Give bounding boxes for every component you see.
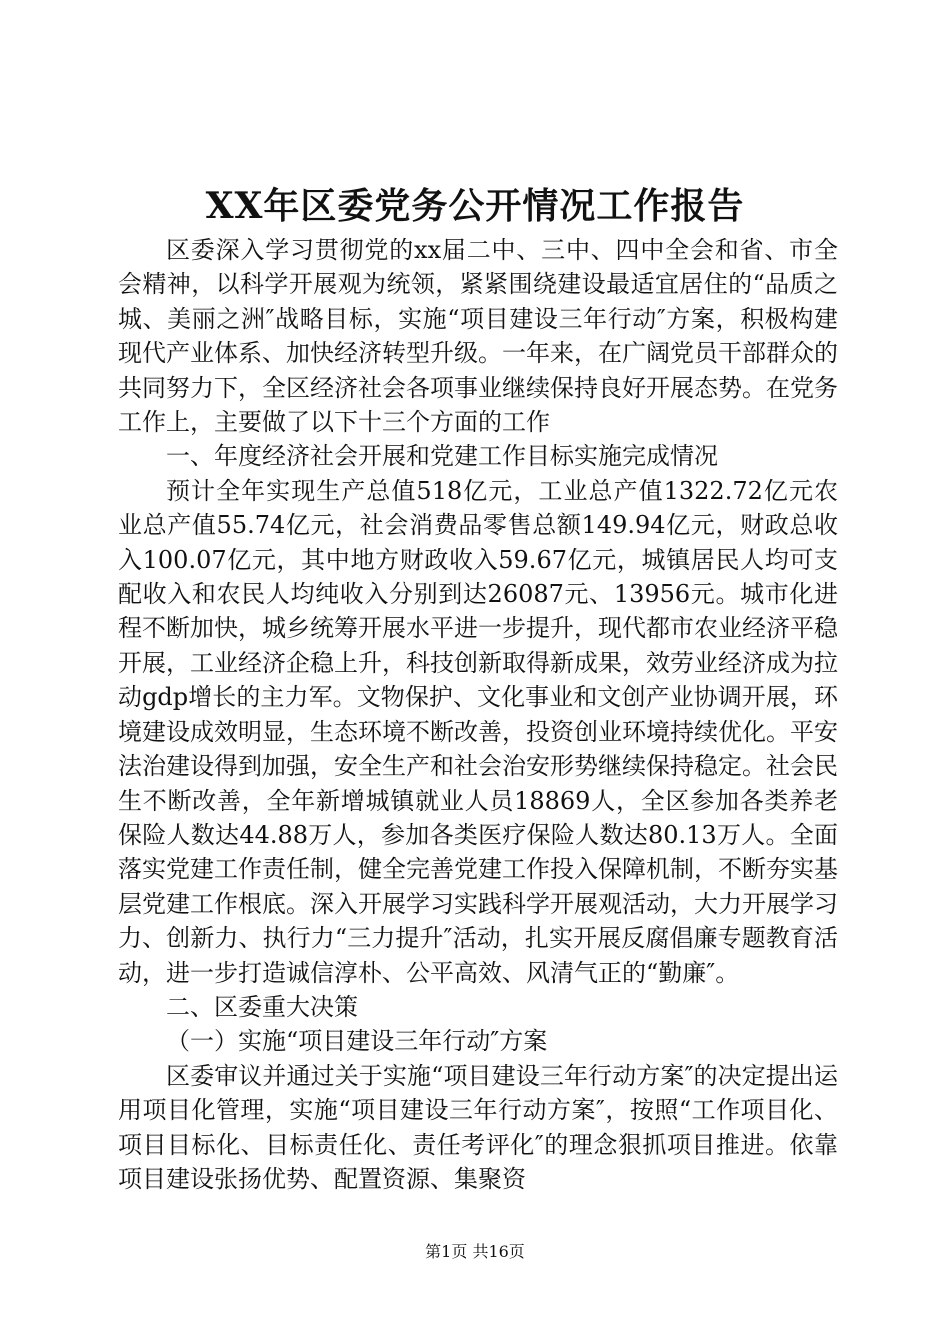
paragraph-economic-results: 预计全年实现生产总值518亿元，工业总产值1322.72亿元农业总产值55.74亿元，社会消费品零售总额149.94亿元，财政总收入100.07亿元，其中地方财政收入59.67亿元，城镇居民人均可支配收入和农民人均纯收入分别到达26087元、13956元。城市化进程不断加快，城乡统筹开展水平进一步提升，现代都市农业经济平稳开展，工业经济企稳上升，科技创新取得新成果，效劳业经济成为拉动gdp增长的主力军。文物保护、文化事业和文创产业协调开展，环境建设成效明显，生态环境不断改善，投资创业环境持续优化。平安法治建设得到加强，安全生产和社会治安形势继续保持稳定。社会民生不断改善，全年新增城镇就业人员18869人，全区参加各类养老保险人数达44.88万人，参加各类医疗保险人数达80.13万人。全面落实党建工作责任制，健全完善党建工作投入保障机制，不断夯实基层党建工作根底。深入开展学习实践科学开展观活动，大力开展学习力、创新力、执行力“三力提升″活动，扎实开展反腐倡廉专题教育活动，进一步打造诚信淳朴、公平高效、风清气正的“勤廉″。 [118, 476, 838, 987]
subsection-heading-1: （一）实施“项目建设三年行动″方案 [166, 1027, 548, 1056]
paragraph-project-plan: 区委审议并通过关于实施“项目建设三年行动方案″的决定提出运用项目化管理，实施“项目建设三年行动方案″，按照“工作项目化、项目目标化、目标责任化、责任考评化″的理念狠抓项目推进。依靠项目建设张扬优势、配置资源、集聚资 [118, 1061, 838, 1193]
section-heading-1: 一、年度经济社会开展和党建工作目标实施完成情况 [166, 442, 718, 471]
section-heading-2: 二、区委重大决策 [166, 992, 358, 1021]
document-body [118, 233, 838, 1196]
page-number-footer: 第1页 共16页 [425, 1242, 525, 1261]
document-title: XX年区委党务公开情况工作报告 [205, 185, 745, 227]
paragraph-intro: 区委深入学习贯彻党的xx届二中、三中、四中全会和省、市全会精神，以科学开展观为统领，紧紧围绕建设最适宜居住的“品质之城、美丽之洲″战略目标，实施“项目建设三年行动″方案，积极构建现代产业体系、加快经济转型升级。一年来，在广阔党员干部群众的共同努力下，全区经济社会各项事业继续保持良好开展态势。在党务工作上，主要做了以下十三个方面的工作 [118, 236, 838, 437]
